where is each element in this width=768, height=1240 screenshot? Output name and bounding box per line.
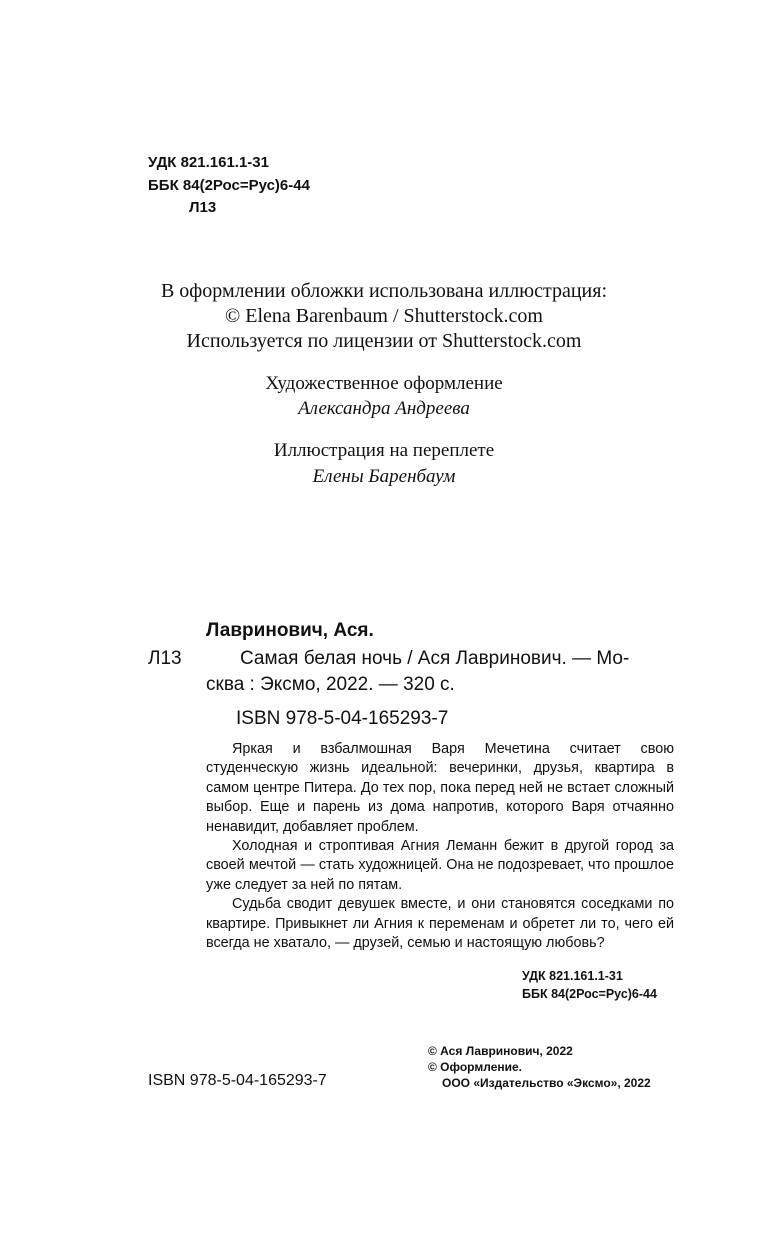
author-mark-top: Л13	[189, 199, 217, 216]
copyright-publisher: ООО «Издательство «Эксмо», 2022	[442, 1076, 651, 1090]
annotation-paragraph-3: Судьба сводит девушек вместе, и они становятся соседками по квартире. Привыкнет ли Агния к переменам и обретет ли то, чего ей всегда не хватало, — друзей, семью и настоящую любовь?	[206, 896, 674, 952]
bbk-code-bottom: ББК 84(2Рос=Рус)6-44	[522, 987, 657, 1001]
annotation-paragraph-1: Яркая и взбалмошная Варя Мечетина считает свою студенческую жизнь идеальной: вечеринки, друзья, квартира в самом центре Питера. До тех пор, пока перед ней не встает сложный выбор. Еще и парень из дома напротив, которого Варя отчаянно ненавидит, добавляет проблем.	[206, 741, 674, 835]
binding-illustration-name: Елены Баренбаум	[312, 466, 456, 487]
catalog-author: Лавринович, Ася.	[206, 620, 374, 641]
annotation	[206, 740, 674, 953]
bbk-code-top: ББК 84(2Рос=Рус)6-44	[148, 177, 310, 194]
catalog-code: Л13	[148, 648, 182, 669]
udk-code-top: УДК 821.161.1-31	[148, 154, 269, 171]
catalog-isbn: ISBN 978-5-04-165293-7	[236, 708, 449, 729]
catalog-title-line-1: Самая белая ночь / Ася Лавринович. — Мо-	[240, 648, 630, 669]
copyright-author: © Ася Лавринович, 2022	[428, 1044, 573, 1058]
footer-isbn: ISBN 978-5-04-165293-7	[148, 1072, 327, 1089]
udk-code-bottom: УДК 821.161.1-31	[522, 969, 623, 983]
catalog-title-line-2: сква : Эксмо, 2022. — 320 с.	[206, 674, 455, 695]
art-design-label: Художественное оформление	[265, 373, 503, 394]
cover-credit-line-1: В оформлении обложки использована иллюстрация:	[160, 280, 608, 302]
art-design-name: Александра Андреева	[298, 398, 470, 419]
annotation-paragraph-2: Холодная и строптивая Агния Леманн бежит в другой город за своей мечтой — стать художницей. Она не подозревает, что прошлое уже следует за ней по пятам.	[206, 838, 674, 893]
copyright-design: © Оформление.	[428, 1060, 523, 1074]
cover-credit-line-3: Используется по лицензии от Shutterstock.com	[186, 330, 582, 352]
binding-illustration-label: Иллюстрация на переплете	[273, 440, 495, 461]
cover-credit-line-2: © Elena Barenbaum / Shutterstock.com	[225, 305, 543, 327]
